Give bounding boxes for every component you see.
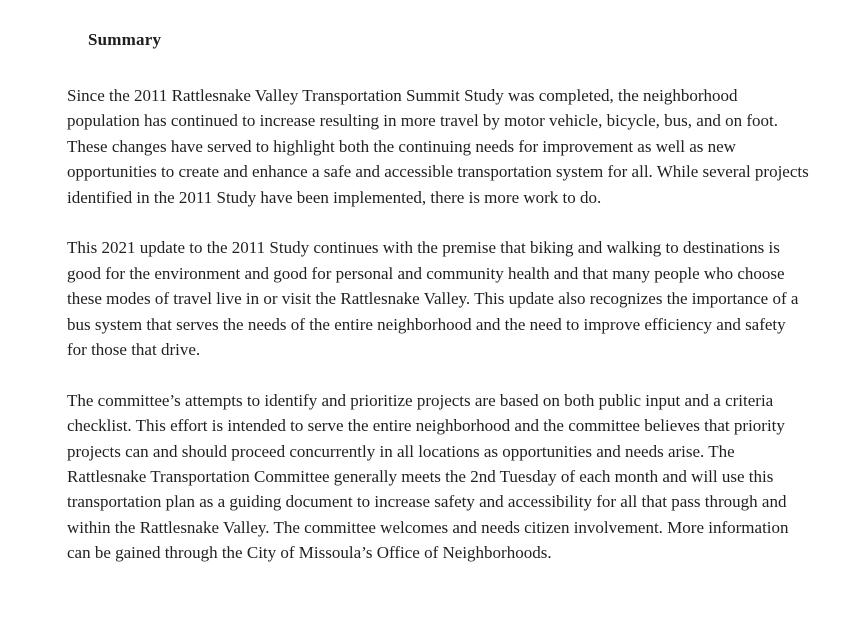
section-heading-summary: Summary (88, 30, 162, 49)
document-content (67, 27, 809, 566)
paragraph-3: The committee’s attempts to identify and prioritize projects are based on both public input and a criteria checklist. This effort is intended to serve the entire neighborhood and the committee believes that priority projects can and should proceed concurrently in all locations as opportunities and needs arise. The Rattlesnake Transportation Committee generally meets the 2nd Tuesday of each month and will use this transportation plan as a guiding document to increase safety and accessibility for all that pass through and within the Rattlesnake Valley. The committee welcomes and needs citizen involvement. More information can be gained through the City of Missoula’s Office of Neighborhoods. (67, 390, 789, 563)
paragraph-2: This 2021 update to the 2011 Study continues with the premise that biking and walking to destinations is good for the environment and good for personal and community health and that many people who choose these modes of travel live in or visit the Rattlesnake Valley. This update also recognizes the importance of a bus system that serves the needs of the entire neighborhood and the need to improve efficiency and safety for those that drive. (67, 238, 799, 360)
paragraph-1: Since the 2011 Rattlesnake Valley Transportation Summit Study was completed, the neighborhood population has continued to increase resulting in more travel by motor vehicle, bicycle, bus, and on foot. These changes have served to highlight both the continuing needs for improvement as well as new opportunities to create and enhance a safe and accessible transportation system for all. While several projects identified in the 2011 Study have been implemented, there is more work to do. (67, 86, 809, 207)
